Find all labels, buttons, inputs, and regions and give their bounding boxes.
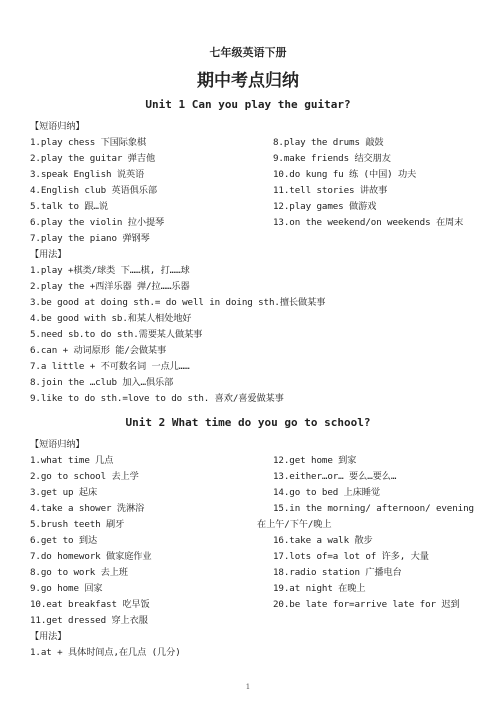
page-number: 1 — [245, 683, 251, 691]
list-item: 6.play the violin 拉小提琴 — [30, 217, 165, 228]
list-item: 9.like to do sth.=love to do sth. 喜欢/喜爱做某事 — [30, 393, 284, 404]
page-title: 期中考点归纳 — [197, 71, 299, 91]
grade-heading: 七年级英语下册 — [209, 46, 287, 59]
list-item: 14.go to bed 上床睡觉 — [273, 487, 380, 498]
list-item: 6.can + 动词原形 能/会做某事 — [30, 345, 167, 356]
list-item: 1.play chess 下国际象棋 — [30, 137, 147, 148]
list-item: 2.play the +西洋乐器 弹/拉……乐器 — [30, 281, 190, 292]
list-item: 16.take a walk 散步 — [273, 535, 373, 546]
list-item: 20.be late for=arrive late for 迟到 — [273, 599, 460, 610]
list-item: 7.do homework 做家庭作业 — [30, 551, 152, 562]
list-item: 18.radio station 广播电台 — [273, 567, 402, 578]
list-item: 1.what time 几点 — [30, 455, 114, 466]
list-item: 10.do kung fu 练 (中国) 功夫 — [273, 169, 417, 180]
list-item: 5.need sb.to do sth.需要某人做某事 — [30, 329, 203, 340]
unit1-heading: Unit 1 Can you play the guitar? — [145, 98, 351, 111]
list-item: 5.brush teeth 刷牙 — [30, 519, 125, 530]
list-item: 13.on the weekend/on weekends 在周末 — [273, 217, 464, 228]
unit2-heading: Unit 2 What time do you go to school? — [125, 416, 371, 429]
list-item: 17.lots of=a lot of 许多, 大量 — [273, 551, 429, 562]
list-item: 3.be good at doing sth.= do well in doing sth.擅长做某事 — [30, 297, 326, 308]
list-item: 11.get dressed 穿上衣服 — [30, 615, 148, 626]
list-item: 7.play the piano 弹钢琴 — [30, 233, 150, 244]
list-item: 1.play +棋类/球类 下……棋, 打……球 — [30, 265, 190, 276]
list-item: 13.either…or… 要么…要么… — [273, 471, 397, 482]
list-item: 3.speak English 说英语 — [30, 169, 145, 180]
list-item: 4.be good with sb.和某人相处地好 — [30, 313, 192, 324]
list-item: 6.get to 到达 — [30, 535, 98, 546]
list-item: 10.eat breakfast 吃早饭 — [30, 599, 150, 610]
list-item: 9.make friends 结交朋友 — [273, 153, 391, 164]
list-item: 7.a little + 不可数名词 一点儿…… — [30, 361, 190, 372]
list-item: 8.join the …club 加入…俱乐部 — [30, 377, 174, 388]
list-item: 3.get up 起床 — [30, 487, 98, 498]
list-item: 2.go to school 去上学 — [30, 471, 139, 482]
unit1-usage-label: 【用法】 — [30, 249, 67, 260]
unit2-vocab-label: 【短语归纳】 — [30, 439, 85, 450]
unit2-usage-label: 【用法】 — [30, 631, 67, 642]
list-item: 4.take a shower 洗淋浴 — [30, 503, 145, 514]
list-item: 11.tell stories 讲故事 — [273, 185, 388, 196]
unit1-vocab-label: 【短语归纳】 — [30, 121, 85, 132]
list-item: 8.go to work 去上班 — [30, 567, 128, 578]
list-item: 5.talk to 跟…说 — [30, 201, 108, 212]
list-item: 4.English club 英语俱乐部 — [30, 185, 157, 196]
list-item: 1.at + 具体时间点,在几点 (几分) — [30, 647, 181, 658]
list-item: 15.in the morning/ afternoon/ evening — [273, 503, 474, 514]
list-item: 12.get home 到家 — [273, 455, 357, 466]
list-item: 2.play the guitar 弹吉他 — [30, 153, 156, 164]
list-item: 在上午/下午/晚上 — [257, 519, 332, 530]
list-item: 8.play the drums 敲鼓 — [273, 137, 384, 148]
list-item: 19.at night 在晚上 — [273, 583, 366, 594]
list-item: 12.play games 做游戏 — [273, 201, 377, 212]
list-item: 9.go home 回家 — [30, 583, 103, 594]
